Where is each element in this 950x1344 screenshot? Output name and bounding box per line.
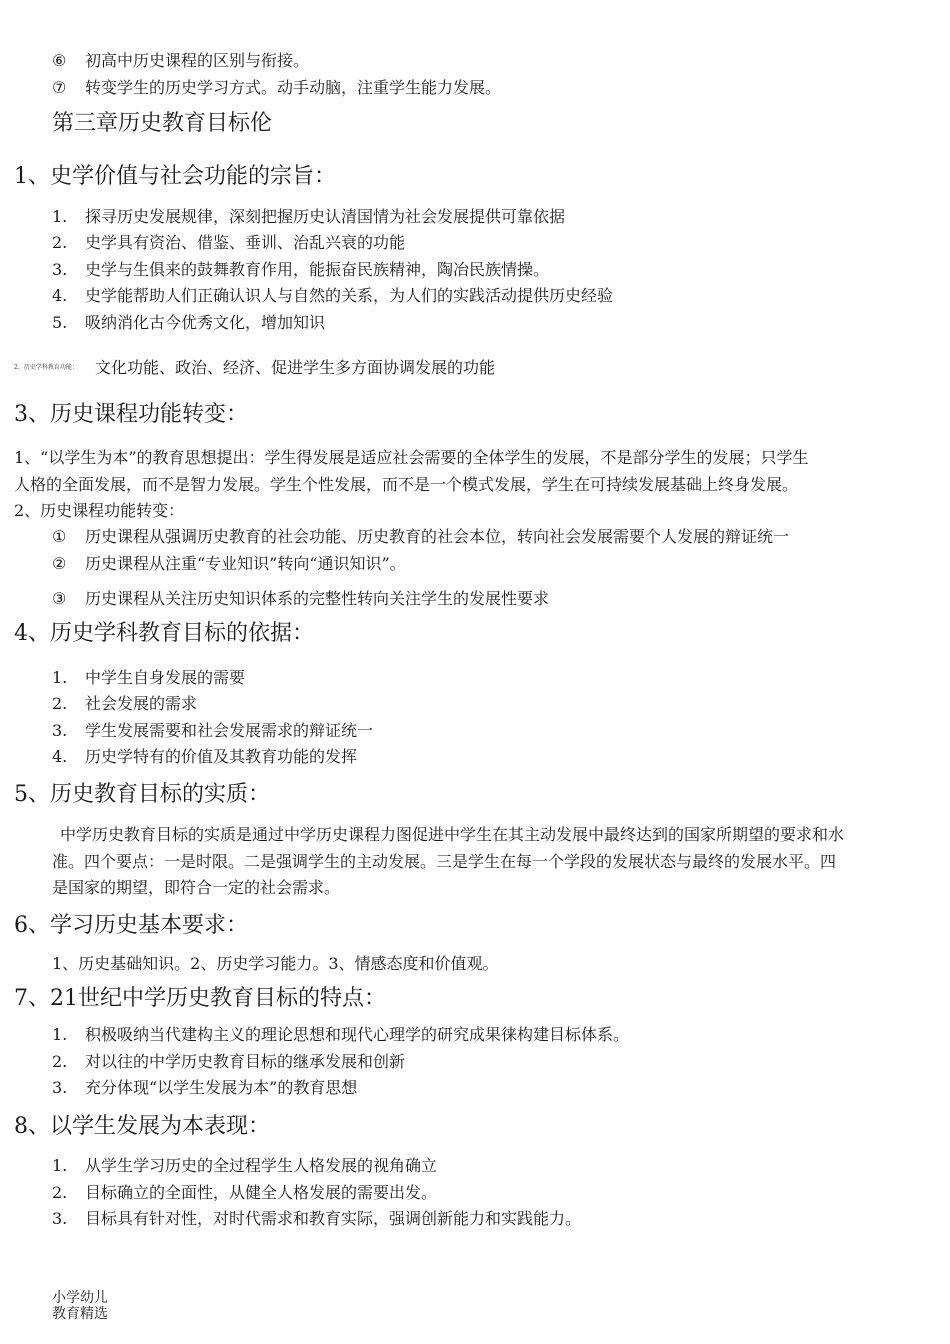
paragraph-line: 准。四个要点：一是时限。二是强调学生的主动发展。三是学生在每一个学段的发展状态与最终的发展水平。四 (52, 852, 837, 871)
list-text: 转变学生的历史学习方式。动手动脑，注重学生能力发展。 (85, 78, 502, 97)
section-text: 文化功能、政治、经济、促进学生多方面协调发展的功能 (95, 358, 496, 377)
list-marker: 4. (52, 286, 68, 305)
list-marker: 3. (52, 1078, 68, 1097)
paragraph-line: 中学历史教育目标的实质是通过中学历史课程力图促进中学生在其主动发展中最终达到的国家所期望的要求和水 (60, 825, 845, 844)
list-text: 目标确立的全面性，从健全人格发展的需要出发。 (85, 1183, 438, 1202)
list-marker: 3. (52, 721, 68, 740)
list-text: 史学能帮助人们正确认识人与自然的关系，为人们的实践活动提供历史经验 (85, 286, 614, 305)
section-label-small: 2、历史学科教育功能： (14, 364, 78, 371)
list-marker: 1. (52, 668, 68, 687)
list-text: 初高中历史课程的区别与衔接。 (85, 51, 310, 70)
list-marker: 1. (52, 207, 68, 226)
list-marker: ⑥ (52, 51, 67, 70)
list-text: 中学生自身发展的需要 (85, 668, 246, 687)
list-text: 吸纳消化古今优秀文化，增加知识 (85, 313, 326, 332)
section-text: 1、历史基础知识。2、历史学习能力。3、情感态度和价值观。 (52, 954, 499, 973)
list-marker: ③ (52, 589, 67, 608)
list-text: 对以往的中学历史教育目标的继承发展和创新 (85, 1052, 406, 1071)
section-heading: 3、历史课程功能转变： (14, 402, 248, 427)
list-text: 历史课程从关注历史知识体系的完整性转向关注学生的发展性要求 (85, 589, 550, 608)
sub-heading: 2、历史课程功能转变： (14, 501, 185, 520)
list-marker: 4. (52, 747, 68, 766)
list-text: 历史课程从注重“专业知识”转向“通识知识”。 (85, 554, 406, 573)
list-marker: 3. (52, 260, 68, 279)
chapter-title: 第三章历史教育目标伦 (52, 111, 273, 136)
section-heading: 7、21世纪中学历史教育目标的特点： (14, 986, 386, 1011)
section-heading: 8、以学生发展为本表现： (14, 1114, 270, 1139)
list-marker: 3. (52, 1209, 68, 1228)
section-heading: 4、历史学科教育目标的依据： (14, 621, 314, 646)
footer-note: 小学幼儿教育精选 (52, 1290, 108, 1322)
list-text: 学生发展需要和社会发展需求的辩证统一 (85, 721, 374, 740)
list-marker: 5. (52, 313, 68, 332)
paragraph-line: 人格的全面发展，而不是智力发展。学生个性发展，而不是一个模式发展，学生在可持续发展基础上终身发展。 (14, 475, 799, 494)
list-text: 史学与生俱来的鼓舞教育作用，能振奋民族精神，陶冶民族情操。 (85, 260, 550, 279)
list-marker: 2. (52, 694, 68, 713)
list-text: 目标具有针对性，对时代需求和教育实际，强调创新能力和实践能力。 (85, 1209, 582, 1228)
list-marker: ⑦ (52, 78, 67, 97)
list-marker: 2. (52, 233, 68, 252)
list-marker: 2. (52, 1183, 68, 1202)
list-marker: ① (52, 527, 67, 546)
section-heading: 6、学习历史基本要求： (14, 913, 248, 938)
list-marker: 1. (52, 1156, 68, 1175)
paragraph-line: 是国家的期望，即符合一定的社会需求。 (52, 878, 341, 897)
list-text: 历史学特有的价值及其教育功能的发挥 (85, 747, 358, 766)
list-text: 从学生学习历史的全过程学生人格发展的视角确立 (85, 1156, 438, 1175)
list-marker: 1. (52, 1025, 68, 1044)
list-text: 充分体现“以学生发展为本”的教育思想 (85, 1078, 358, 1097)
section-heading: 5、历史教育目标的实质： (14, 782, 270, 807)
list-text: 社会发展的需求 (85, 694, 198, 713)
paragraph-line: 1、“以学生为本”的教育思想提出：学生得发展是适应社会需要的全体学生的发展，不是部分学生的发展；只学生 (14, 448, 809, 467)
list-text: 史学具有资治、借鉴、垂训、治乱兴衰的功能 (85, 233, 406, 252)
list-marker: 2. (52, 1052, 68, 1071)
list-text: 历史课程从强调历史教育的社会功能、历史教育的社会本位，转向社会发展需要个人发展的辩证统一 (85, 527, 790, 546)
list-marker: ② (52, 554, 67, 573)
list-text: 积极吸纳当代建构主义的理论思想和现代心理学的研究成果徕构建目标体系。 (85, 1025, 630, 1044)
list-text: 探寻历史发展规律，深刻把握历史认清国情为社会发展提供可靠依据 (85, 207, 566, 226)
section-heading: 1、史学价值与社会功能的宗旨： (14, 164, 336, 189)
